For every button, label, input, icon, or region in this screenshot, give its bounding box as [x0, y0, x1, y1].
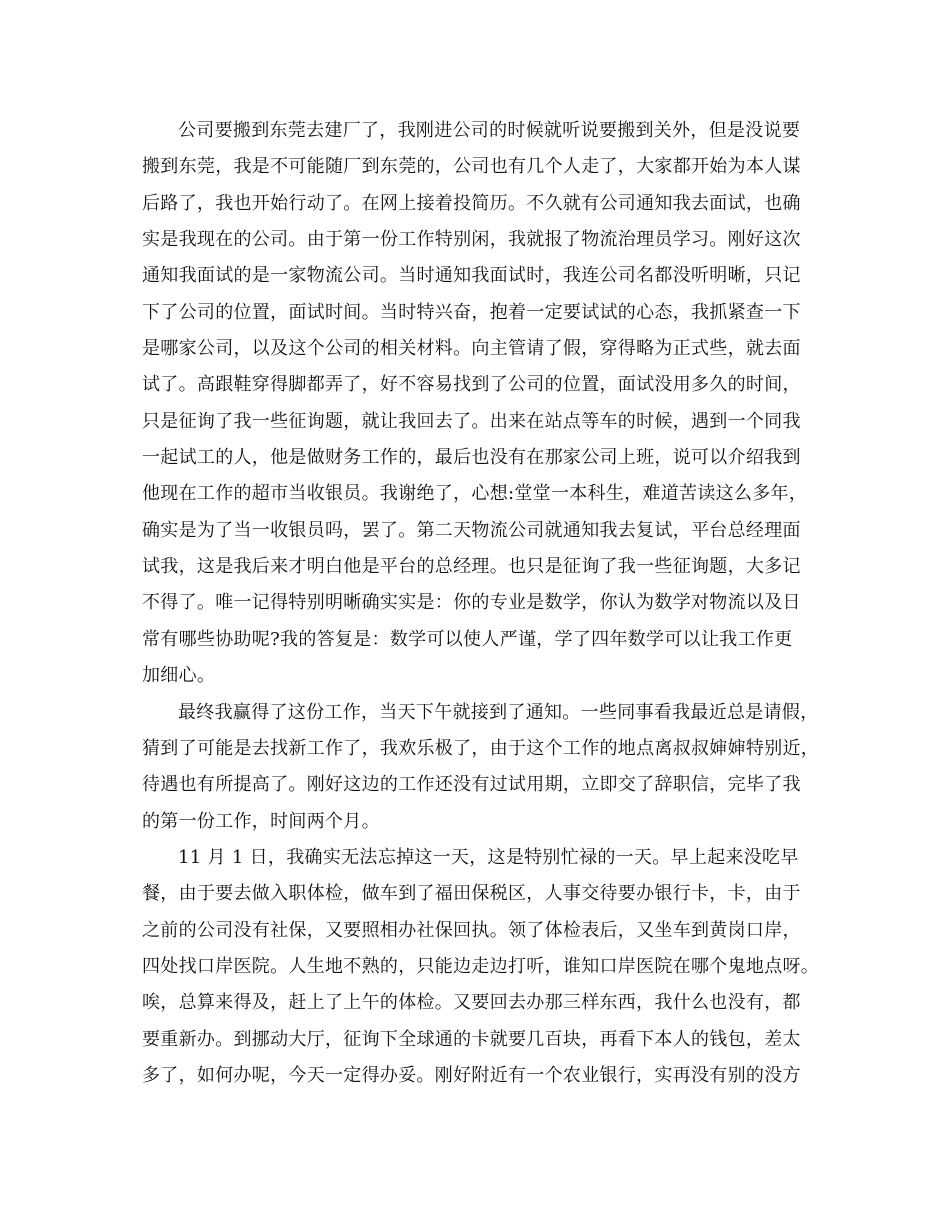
paragraph-line: 待遇也有所提高了。刚好这边的工作还没有过试用期，立即交了辞职信，完毕了我	[142, 774, 801, 796]
paragraph-line: 11 月 1 日，我确实无法忘掉这一天，这是特别忙禄的一天。早上起来没吃早	[178, 846, 799, 868]
paragraph-line: 加细心。	[142, 665, 216, 687]
paragraph-line: 只是征询了我一些征询题，就让我回去了。出来在站点等车的时候，遇到一个同我	[142, 410, 801, 432]
paragraph-line: 多了，如何办呢，今天一定得办妥。刚好附近有一个农业银行，实再没有别的没方	[142, 1064, 801, 1086]
paragraph-line: 搬到东莞，我是不可能随厂到东莞的，公司也有几个人走了，大家都开始为本人谋	[142, 156, 801, 178]
paragraph-line: 试了。高跟鞋穿得脚都弄了，好不容易找到了公司的位置，面试没用多久的时间，	[142, 374, 801, 396]
paragraph-line: 后路了，我也开始行动了。在网上接着投简历。不久就有公司通知我去面试，也确	[142, 192, 801, 214]
paragraph-line: 要重新办。到挪动大厅，征询下全球通的卡就要几百块，再看下本人的钱包，差太	[142, 1028, 801, 1050]
paragraph-line: 下了公司的位置，面试时间。当时特兴奋，抱着一定要试试的心态，我抓紧查一下	[142, 301, 801, 323]
paragraph-line: 餐，由于要去做入职体检，做车到了福田保税区，人事交待要办银行卡，卡，由于	[142, 883, 801, 905]
paragraph-line: 他现在工作的超市当收银员。我谢绝了，心想:堂堂一本科生，难道苦读这么多年，	[142, 483, 808, 505]
paragraph-line: 实是我现在的公司。由于第一份工作特别闲，我就报了物流治理员学习。刚好这次	[142, 229, 801, 251]
paragraph-line: 公司要搬到东莞去建厂了，我刚进公司的时候就听说要搬到关外，但是没说要	[178, 120, 801, 141]
paragraph-line: 唉，总算来得及，赶上了上午的体检。又要回去办那三样东西，我什么也没有，都	[142, 992, 801, 1014]
paragraph-line: 四处找口岸医院。人生地不熟的，只能边走边打听，谁知口岸医院在哪个鬼地点呀。	[142, 955, 820, 977]
paragraph-line: 常有哪些协助呢?我的答复是：数学可以使人严谨，学了四年数学可以让我工作更	[142, 628, 793, 650]
paragraph-line: 最终我赢得了这份工作，当天下午就接到了通知。一些同事看我最近总是请假，	[178, 701, 819, 723]
paragraph-line: 的第一份工作，时间两个月。	[142, 810, 380, 832]
paragraph-line: 一起试工的人，他是做财务工作的，最后也没有在那家公司上班，说可以介绍我到	[142, 447, 801, 469]
paragraph-line: 试我，这是我后来才明白他是平台的总经理。也只是征询了我一些征询题，大多记	[142, 556, 801, 578]
paragraph-line: 猜到了可能是去找新工作了，我欢乐极了，由于这个工作的地点离叔叔婶婶特别近，	[142, 737, 820, 759]
paragraph-line: 是哪家公司，以及这个公司的相关材料。向主管请了假，穿得略为正式些，就去面	[142, 338, 801, 360]
paragraph-line: 通知我面试的是一家物流公司。当时通知我面试时，我连公司名都没听明晰，只记	[142, 265, 801, 287]
paragraph-line: 确实是为了当一收银员吗，罢了。第二天物流公司就通知我去复试，平台总经理面	[142, 519, 801, 541]
paragraph-line: 之前的公司没有社保，又要照相办社保回执。领了体检表后，又坐车到黄岗口岸，	[142, 919, 801, 941]
paragraph-line: 不得了。唯一记得特别明晰确实实是：你的专业是数学，你认为数学对物流以及日	[142, 592, 801, 614]
